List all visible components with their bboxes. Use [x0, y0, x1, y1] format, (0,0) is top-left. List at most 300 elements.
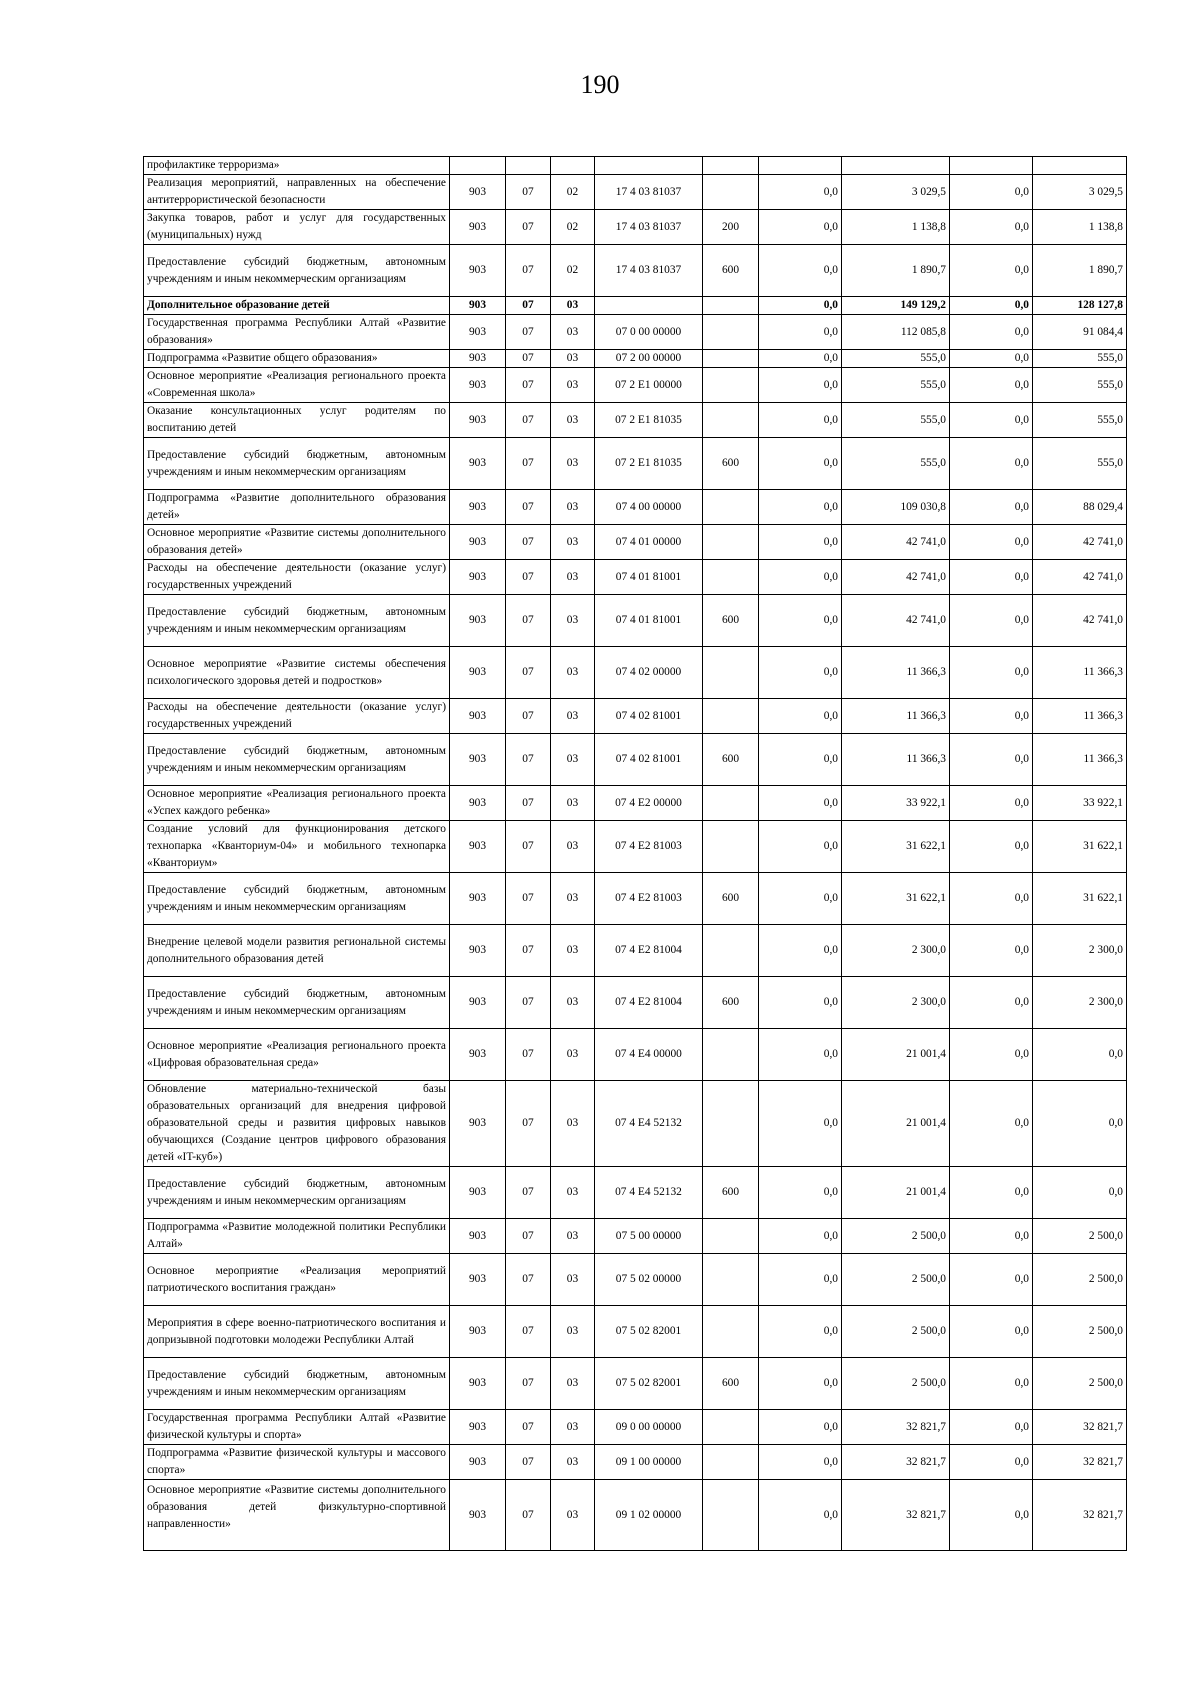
row-name-cell: Закупка товаров, работ и услуг для государственных (муниципальных) нужд	[144, 210, 450, 245]
target-article-cell: 07 0 00 00000	[595, 315, 703, 350]
sum-2-cell: 2 300,0	[842, 925, 950, 977]
expense-type-cell: 600	[703, 595, 759, 647]
section-code-cell: 07	[506, 438, 551, 490]
section-code-cell: 07	[506, 1445, 551, 1480]
target-article-cell: 17 4 03 81037	[595, 210, 703, 245]
sum-3-cell: 0,0	[950, 595, 1033, 647]
table-row	[144, 595, 1127, 647]
row-name-cell: Предоставление субсидий бюджетным, автономным учреждениям и иным некоммерческим организациям	[144, 245, 450, 297]
sum-4-cell: 2 500,0	[1033, 1358, 1127, 1410]
vd-code-cell: 903	[450, 873, 506, 925]
table-row	[144, 1480, 1127, 1551]
sum-2-cell: 555,0	[842, 368, 950, 403]
row-name-cell: Основное мероприятие «Развитие системы дополнительного образования детей»	[144, 525, 450, 560]
section-code-cell: 07	[506, 525, 551, 560]
table-row	[144, 490, 1127, 525]
vd-code-cell: 903	[450, 1081, 506, 1167]
sum-2-cell: 1 890,7	[842, 245, 950, 297]
vd-code-cell: 903	[450, 647, 506, 699]
subsection-code-cell: 03	[551, 438, 595, 490]
target-article-cell: 07 2 E1 81035	[595, 403, 703, 438]
sum-2-cell: 555,0	[842, 403, 950, 438]
table-row	[144, 1358, 1127, 1410]
row-name-cell: профилактике терроризма»	[144, 157, 450, 175]
sum-3-cell: 0,0	[950, 1219, 1033, 1254]
section-code-cell: 07	[506, 786, 551, 821]
target-article-cell: 07 5 02 00000	[595, 1254, 703, 1306]
sum-4-cell: 33 922,1	[1033, 786, 1127, 821]
sum-3-cell: 0,0	[950, 821, 1033, 873]
sum-3-cell: 0,0	[950, 315, 1033, 350]
subsection-code-cell: 03	[551, 1480, 595, 1551]
sum-3-cell: 0,0	[950, 1254, 1033, 1306]
sum-2-cell: 21 001,4	[842, 1029, 950, 1081]
sum-4-cell: 3 029,5	[1033, 175, 1127, 210]
row-name-cell: Подпрограмма «Развитие общего образования»	[144, 350, 450, 368]
sum-1-cell: 0,0	[759, 175, 842, 210]
expense-type-cell	[703, 699, 759, 734]
section-code-cell: 07	[506, 1358, 551, 1410]
sum-4-cell: 555,0	[1033, 368, 1127, 403]
sum-3-cell: 0,0	[950, 490, 1033, 525]
sum-4-cell: 11 366,3	[1033, 699, 1127, 734]
sum-1-cell: 0,0	[759, 560, 842, 595]
vd-code-cell: 903	[450, 699, 506, 734]
sum-2-cell: 42 741,0	[842, 595, 950, 647]
row-name-cell: Государственная программа Республики Алтай «Развитие образования»	[144, 315, 450, 350]
target-article-cell: 07 2 E1 00000	[595, 368, 703, 403]
sum-4-cell: 2 300,0	[1033, 925, 1127, 977]
row-name-cell: Предоставление субсидий бюджетным, автономным учреждениям и иным некоммерческим организациям	[144, 1358, 450, 1410]
sum-3-cell: 0,0	[950, 734, 1033, 786]
vd-code-cell: 903	[450, 525, 506, 560]
section-code-cell: 07	[506, 821, 551, 873]
vd-code-cell: 903	[450, 315, 506, 350]
sum-2-cell: 42 741,0	[842, 525, 950, 560]
row-name-cell: Основное мероприятие «Развитие системы обеспечения психологического здоровья детей и подростков»	[144, 647, 450, 699]
sum-2-cell: 2 500,0	[842, 1254, 950, 1306]
table-row	[144, 1029, 1127, 1081]
table-row	[144, 315, 1127, 350]
sum-1-cell: 0,0	[759, 925, 842, 977]
subsection-code-cell: 03	[551, 734, 595, 786]
sum-1-cell: 0,0	[759, 1480, 842, 1551]
row-name-cell: Государственная программа Республики Алтай «Развитие физической культуры и спорта»	[144, 1410, 450, 1445]
sum-3-cell: 0,0	[950, 647, 1033, 699]
expense-type-cell	[703, 157, 759, 175]
subsection-code-cell: 03	[551, 403, 595, 438]
sum-1-cell: 0,0	[759, 1167, 842, 1219]
sum-3-cell: 0,0	[950, 873, 1033, 925]
row-name-cell: Реализация мероприятий, направленных на обеспечение антитеррористической безопасности	[144, 175, 450, 210]
sum-4-cell: 42 741,0	[1033, 525, 1127, 560]
subsection-code-cell: 03	[551, 1219, 595, 1254]
section-code-cell: 07	[506, 873, 551, 925]
sum-3-cell: 0,0	[950, 1480, 1033, 1551]
subsection-code-cell: 03	[551, 1306, 595, 1358]
section-code-cell: 07	[506, 734, 551, 786]
subsection-code-cell: 03	[551, 490, 595, 525]
table-row	[144, 925, 1127, 977]
expense-type-cell: 600	[703, 734, 759, 786]
subsection-code-cell: 03	[551, 647, 595, 699]
sum-2-cell: 32 821,7	[842, 1410, 950, 1445]
table-row	[144, 1167, 1127, 1219]
sum-1-cell: 0,0	[759, 595, 842, 647]
target-article-cell: 07 5 00 00000	[595, 1219, 703, 1254]
section-code-cell: 07	[506, 1081, 551, 1167]
section-code-cell: 07	[506, 368, 551, 403]
row-name-cell: Основное мероприятие «Реализация регионального проекта «Современная школа»	[144, 368, 450, 403]
row-name-cell: Расходы на обеспечение деятельности (оказание услуг) государственных учреждений	[144, 699, 450, 734]
vd-code-cell: 903	[450, 786, 506, 821]
row-name-cell: Предоставление субсидий бюджетным, автономным учреждениям и иным некоммерческим организациям	[144, 734, 450, 786]
section-code-cell: 07	[506, 245, 551, 297]
sum-4-cell	[1033, 157, 1127, 175]
expense-type-cell	[703, 315, 759, 350]
sum-1-cell: 0,0	[759, 1445, 842, 1480]
row-name-cell: Подпрограмма «Развитие дополнительного образования детей»	[144, 490, 450, 525]
vd-code-cell: 903	[450, 210, 506, 245]
sum-4-cell: 11 366,3	[1033, 647, 1127, 699]
sum-3-cell: 0,0	[950, 1029, 1033, 1081]
target-article-cell: 09 1 02 00000	[595, 1480, 703, 1551]
section-code-cell: 07	[506, 210, 551, 245]
section-code-cell: 07	[506, 560, 551, 595]
sum-2-cell: 21 001,4	[842, 1167, 950, 1219]
table-row	[144, 1254, 1127, 1306]
sum-3-cell: 0,0	[950, 1306, 1033, 1358]
page-number: 190	[580, 70, 620, 99]
expense-type-cell: 600	[703, 977, 759, 1029]
vd-code-cell: 903	[450, 1410, 506, 1445]
target-article-cell: 07 4 02 81001	[595, 699, 703, 734]
sum-1-cell: 0,0	[759, 1081, 842, 1167]
expense-type-cell	[703, 525, 759, 560]
row-name-cell: Обновление материально-технической базы образовательных организаций для внедрения цифровой образовательной среды и развития цифровых навыков обучающихся (Создание центров цифрового образования детей «IT-куб»)	[144, 1081, 450, 1167]
sum-2-cell: 32 821,7	[842, 1480, 950, 1551]
expense-type-cell: 600	[703, 1167, 759, 1219]
sum-2-cell: 3 029,5	[842, 175, 950, 210]
subsection-code-cell	[551, 157, 595, 175]
sum-3-cell: 0,0	[950, 1445, 1033, 1480]
sum-4-cell: 0,0	[1033, 1167, 1127, 1219]
sum-1-cell: 0,0	[759, 210, 842, 245]
sum-2-cell: 2 500,0	[842, 1358, 950, 1410]
expense-type-cell: 600	[703, 438, 759, 490]
sum-3-cell: 0,0	[950, 210, 1033, 245]
table-row	[144, 1219, 1127, 1254]
row-name-cell: Дополнительное образование детей	[144, 297, 450, 315]
table-row	[144, 157, 1127, 175]
subsection-code-cell: 03	[551, 368, 595, 403]
target-article-cell: 07 4 02 81001	[595, 734, 703, 786]
sum-2-cell: 112 085,8	[842, 315, 950, 350]
table-row	[144, 1445, 1127, 1480]
sum-4-cell: 91 084,4	[1033, 315, 1127, 350]
target-article-cell: 07 2 E1 81035	[595, 438, 703, 490]
sum-3-cell: 0,0	[950, 297, 1033, 315]
section-code-cell: 07	[506, 1254, 551, 1306]
subsection-code-cell: 03	[551, 560, 595, 595]
subsection-code-cell: 03	[551, 821, 595, 873]
section-code-cell: 07	[506, 490, 551, 525]
vd-code-cell: 903	[450, 368, 506, 403]
row-name-cell: Мероприятия в сфере военно-патриотического воспитания и допризывной подготовки молодежи Республики Алтай	[144, 1306, 450, 1358]
sum-1-cell: 0,0	[759, 490, 842, 525]
table-row	[144, 350, 1127, 368]
sum-3-cell: 0,0	[950, 403, 1033, 438]
target-article-cell: 07 4 E2 81004	[595, 977, 703, 1029]
section-code-cell: 07	[506, 350, 551, 368]
target-article-cell: 07 4 00 00000	[595, 490, 703, 525]
expense-type-cell	[703, 1219, 759, 1254]
vd-code-cell: 903	[450, 977, 506, 1029]
target-article-cell	[595, 157, 703, 175]
subsection-code-cell: 03	[551, 315, 595, 350]
target-article-cell: 07 4 E2 81003	[595, 873, 703, 925]
expense-type-cell	[703, 1410, 759, 1445]
row-name-cell: Основное мероприятие «Реализация регионального проекта «Успех каждого ребенка»	[144, 786, 450, 821]
sum-3-cell: 0,0	[950, 438, 1033, 490]
vd-code-cell: 903	[450, 350, 506, 368]
target-article-cell: 07 5 02 82001	[595, 1358, 703, 1410]
expense-type-cell	[703, 821, 759, 873]
expense-type-cell: 600	[703, 873, 759, 925]
sum-4-cell: 0,0	[1033, 1081, 1127, 1167]
table-row	[144, 403, 1127, 438]
table-row	[144, 438, 1127, 490]
sum-4-cell: 555,0	[1033, 403, 1127, 438]
sum-3-cell: 0,0	[950, 925, 1033, 977]
table-row	[144, 873, 1127, 925]
sum-1-cell: 0,0	[759, 647, 842, 699]
expense-type-cell	[703, 297, 759, 315]
section-code-cell: 07	[506, 647, 551, 699]
subsection-code-cell: 03	[551, 1029, 595, 1081]
section-code-cell: 07	[506, 699, 551, 734]
vd-code-cell: 903	[450, 1358, 506, 1410]
target-article-cell: 07 2 00 00000	[595, 350, 703, 368]
sum-4-cell: 0,0	[1033, 1029, 1127, 1081]
table-row	[144, 368, 1127, 403]
expense-type-cell	[703, 647, 759, 699]
target-article-cell: 07 4 E4 52132	[595, 1081, 703, 1167]
row-name-cell: Предоставление субсидий бюджетным, автономным учреждениям и иным некоммерческим организациям	[144, 595, 450, 647]
sum-1-cell: 0,0	[759, 1029, 842, 1081]
section-code-cell: 07	[506, 315, 551, 350]
target-article-cell: 07 4 01 00000	[595, 525, 703, 560]
section-code-cell: 07	[506, 977, 551, 1029]
section-code-cell: 07	[506, 1219, 551, 1254]
subsection-code-cell: 03	[551, 925, 595, 977]
sum-3-cell: 0,0	[950, 1358, 1033, 1410]
sum-2-cell: 555,0	[842, 350, 950, 368]
table-row	[144, 699, 1127, 734]
sum-4-cell: 42 741,0	[1033, 560, 1127, 595]
table-body	[144, 157, 1127, 1551]
sum-1-cell: 0,0	[759, 438, 842, 490]
sum-2-cell: 32 821,7	[842, 1445, 950, 1480]
sum-1-cell: 0,0	[759, 786, 842, 821]
sum-4-cell: 128 127,8	[1033, 297, 1127, 315]
row-name-cell: Основное мероприятие «Реализация мероприятий патриотического воспитания граждан»	[144, 1254, 450, 1306]
expense-type-cell	[703, 786, 759, 821]
expense-type-cell	[703, 1480, 759, 1551]
target-article-cell: 07 4 01 81001	[595, 560, 703, 595]
subsection-code-cell: 03	[551, 1410, 595, 1445]
section-code-cell: 07	[506, 1410, 551, 1445]
subsection-code-cell: 03	[551, 1167, 595, 1219]
sum-4-cell: 2 300,0	[1033, 977, 1127, 1029]
row-name-cell: Предоставление субсидий бюджетным, автономным учреждениям и иным некоммерческим организациям	[144, 977, 450, 1029]
expense-type-cell	[703, 1029, 759, 1081]
vd-code-cell: 903	[450, 925, 506, 977]
expense-type-cell	[703, 403, 759, 438]
section-code-cell: 07	[506, 1306, 551, 1358]
sum-4-cell: 2 500,0	[1033, 1306, 1127, 1358]
section-code-cell: 07	[506, 403, 551, 438]
expense-type-cell	[703, 350, 759, 368]
subsection-code-cell: 03	[551, 1254, 595, 1306]
section-code-cell	[506, 157, 551, 175]
subsection-code-cell: 03	[551, 525, 595, 560]
sum-2-cell: 2 500,0	[842, 1219, 950, 1254]
sum-3-cell: 0,0	[950, 525, 1033, 560]
target-article-cell: 07 4 E2 81003	[595, 821, 703, 873]
vd-code-cell: 903	[450, 438, 506, 490]
subsection-code-cell: 03	[551, 595, 595, 647]
sum-3-cell: 0,0	[950, 977, 1033, 1029]
sum-4-cell: 32 821,7	[1033, 1410, 1127, 1445]
expense-type-cell	[703, 560, 759, 595]
target-article-cell: 07 4 E2 00000	[595, 786, 703, 821]
expense-type-cell	[703, 1254, 759, 1306]
table-row	[144, 977, 1127, 1029]
row-name-cell: Подпрограмма «Развитие физической культуры и массового спорта»	[144, 1445, 450, 1480]
expense-type-cell: 600	[703, 245, 759, 297]
sum-2-cell: 2 300,0	[842, 977, 950, 1029]
sum-2-cell	[842, 157, 950, 175]
target-article-cell: 09 1 00 00000	[595, 1445, 703, 1480]
sum-3-cell: 0,0	[950, 1167, 1033, 1219]
row-name-cell: Основное мероприятие «Развитие системы дополнительного образования детей физкультурно-спортивной направленности»	[144, 1480, 450, 1551]
sum-2-cell: 31 622,1	[842, 873, 950, 925]
row-name-cell: Расходы на обеспечение деятельности (оказание услуг) государственных учреждений	[144, 560, 450, 595]
sum-1-cell	[759, 157, 842, 175]
sum-1-cell: 0,0	[759, 1254, 842, 1306]
table-row	[144, 786, 1127, 821]
section-code-cell: 07	[506, 1480, 551, 1551]
sum-4-cell: 42 741,0	[1033, 595, 1127, 647]
sum-4-cell: 1 138,8	[1033, 210, 1127, 245]
sum-2-cell: 109 030,8	[842, 490, 950, 525]
sum-3-cell: 0,0	[950, 786, 1033, 821]
sum-1-cell: 0,0	[759, 699, 842, 734]
sum-4-cell: 32 821,7	[1033, 1445, 1127, 1480]
vd-code-cell: 903	[450, 560, 506, 595]
target-article-cell: 07 4 E2 81004	[595, 925, 703, 977]
sum-2-cell: 11 366,3	[842, 734, 950, 786]
sum-3-cell: 0,0	[950, 699, 1033, 734]
vd-code-cell: 903	[450, 297, 506, 315]
expense-type-cell	[703, 490, 759, 525]
section-code-cell: 07	[506, 297, 551, 315]
subsection-code-cell: 02	[551, 175, 595, 210]
sum-4-cell: 555,0	[1033, 350, 1127, 368]
sum-1-cell: 0,0	[759, 403, 842, 438]
row-name-cell: Подпрограмма «Развитие молодежной политики Республики Алтай»	[144, 1219, 450, 1254]
sum-3-cell: 0,0	[950, 350, 1033, 368]
sum-4-cell: 31 622,1	[1033, 873, 1127, 925]
budget-table	[143, 156, 1127, 1551]
vd-code-cell: 903	[450, 595, 506, 647]
vd-code-cell: 903	[450, 1167, 506, 1219]
sum-3-cell: 0,0	[950, 560, 1033, 595]
target-article-cell: 07 4 E4 52132	[595, 1167, 703, 1219]
expense-type-cell	[703, 1306, 759, 1358]
sum-3-cell: 0,0	[950, 1410, 1033, 1445]
sum-1-cell: 0,0	[759, 1219, 842, 1254]
sum-1-cell: 0,0	[759, 1306, 842, 1358]
table-row	[144, 175, 1127, 210]
vd-code-cell: 903	[450, 1445, 506, 1480]
expense-type-cell	[703, 368, 759, 403]
table-row	[144, 1081, 1127, 1167]
sum-1-cell: 0,0	[759, 977, 842, 1029]
sum-4-cell: 2 500,0	[1033, 1219, 1127, 1254]
target-article-cell: 07 4 E4 00000	[595, 1029, 703, 1081]
subsection-code-cell: 03	[551, 1081, 595, 1167]
subsection-code-cell: 02	[551, 245, 595, 297]
sum-2-cell: 555,0	[842, 438, 950, 490]
subsection-code-cell: 02	[551, 210, 595, 245]
section-code-cell: 07	[506, 1029, 551, 1081]
row-name-cell: Основное мероприятие «Реализация регионального проекта «Цифровая образовательная среда»	[144, 1029, 450, 1081]
table-row	[144, 245, 1127, 297]
section-code-cell: 07	[506, 925, 551, 977]
row-name-cell: Предоставление субсидий бюджетным, автономным учреждениям и иным некоммерческим организациям	[144, 438, 450, 490]
sum-2-cell: 11 366,3	[842, 699, 950, 734]
sum-4-cell: 31 622,1	[1033, 821, 1127, 873]
expense-type-cell	[703, 175, 759, 210]
sum-2-cell: 21 001,4	[842, 1081, 950, 1167]
section-code-cell: 07	[506, 175, 551, 210]
sum-1-cell: 0,0	[759, 873, 842, 925]
sum-1-cell: 0,0	[759, 1410, 842, 1445]
sum-2-cell: 2 500,0	[842, 1306, 950, 1358]
subsection-code-cell: 03	[551, 1445, 595, 1480]
sum-2-cell: 149 129,2	[842, 297, 950, 315]
table-row	[144, 821, 1127, 873]
sum-1-cell: 0,0	[759, 525, 842, 560]
vd-code-cell: 903	[450, 1029, 506, 1081]
sum-1-cell: 0,0	[759, 368, 842, 403]
target-article-cell: 17 4 03 81037	[595, 245, 703, 297]
target-article-cell: 07 4 01 81001	[595, 595, 703, 647]
vd-code-cell: 903	[450, 490, 506, 525]
subsection-code-cell: 03	[551, 873, 595, 925]
expense-type-cell	[703, 925, 759, 977]
subsection-code-cell: 03	[551, 1358, 595, 1410]
target-article-cell: 09 0 00 00000	[595, 1410, 703, 1445]
vd-code-cell: 903	[450, 734, 506, 786]
sum-2-cell: 42 741,0	[842, 560, 950, 595]
target-article-cell: 07 4 02 00000	[595, 647, 703, 699]
expense-type-cell	[703, 1081, 759, 1167]
target-article-cell: 07 5 02 82001	[595, 1306, 703, 1358]
vd-code-cell: 903	[450, 1254, 506, 1306]
